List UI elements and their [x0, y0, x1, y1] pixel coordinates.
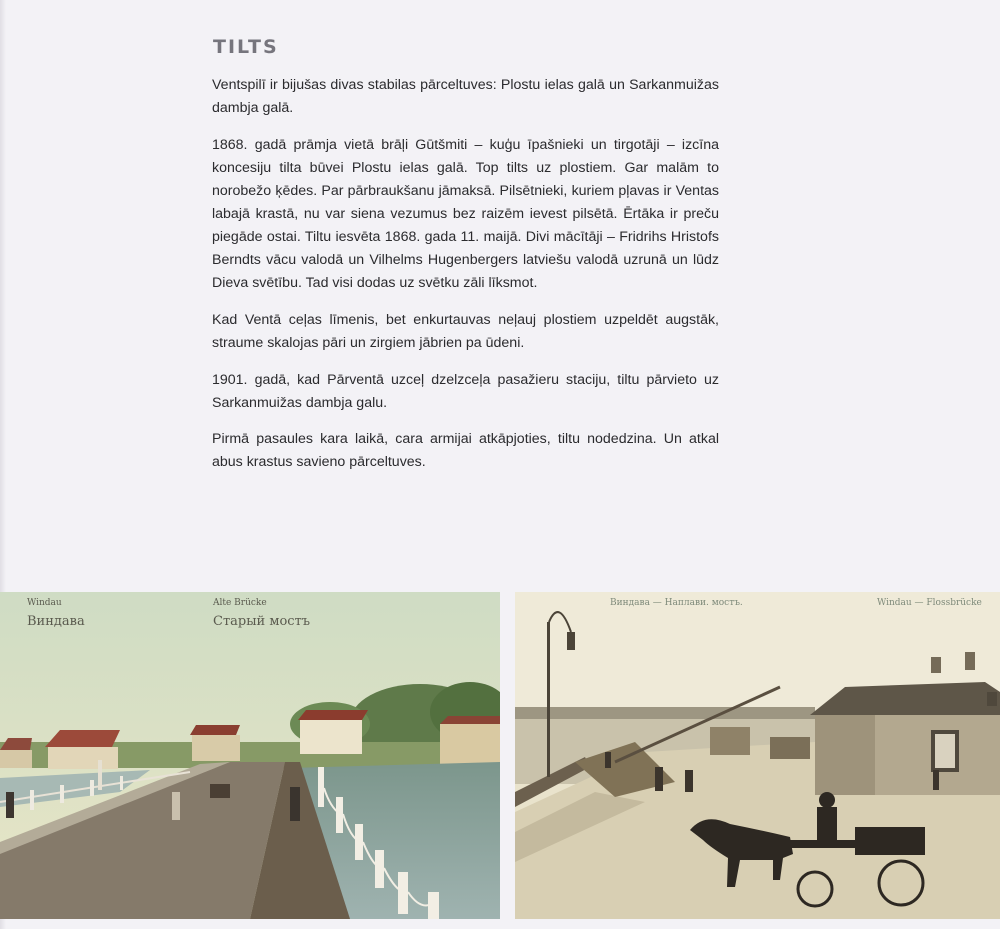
postcard-left-subject-ru: Старый мостъ [213, 614, 311, 629]
article-body [212, 74, 719, 488]
postcard-left-subject-de: Alte Brücke [213, 598, 267, 608]
postcard-old-bridge [0, 592, 500, 919]
postcard-left-city-de: Windau [27, 598, 62, 608]
page-title: TILTS [213, 36, 279, 58]
postcard-left-city-ru: Виндава [27, 614, 85, 629]
postcard-raft-bridge-illustration [515, 592, 1000, 919]
postcard-right-caption-de: Windau — Flossbrücke [877, 598, 982, 608]
paragraph-5: Pirmā pasaules kara laikā, cara armijai atkāpjoties, tiltu nodedzina. Un atkal abus krastus savieno pārceltuves. [212, 431, 719, 471]
postcard-raft-bridge [515, 592, 1000, 919]
paragraph-3: Kad Ventā ceļas līmenis, bet enkurtauvas neļauj plostiem uzpeldēt augstāk, straume skalojas pāri un zirgiem jābrien pa ūdeni. [212, 311, 719, 351]
paragraph-4: 1901. gadā, kad Pārventā uzceļ dzelzceļa pasažieru staciju, tiltu pārvieto uz Sarkanmuižas dambja galu. [212, 371, 719, 411]
paragraph-2: 1868. gadā prāmja vietā brāļi Gūtšmiti – kuģu īpašnieki un tirgotāji – izcīna koncesiju tilta būvei Plostu ielas galā. Top tilts uz plostiem. Gar malām to norobežo ķēdes. Par pārbraukšanu jāmaksā. Pilsētnieki, kuriem pļavas ir Ventas labajā krastā, nu var siena vezumus bez raizēm ievest pilsētā. Ērtāka ir preču piegāde ostai. Tiltu iesvēta 1868. gada 11. maijā. Divi mācītāji – Fridrihs Hristofs Berndts vācu valodā un Vilhelms Hugenbergers latviešu valodā uzrunā un lūdz Dieva svētību. Tad visi dodas uz svētku zāli līksmot. [212, 136, 719, 292]
postcard-old-bridge-illustration [0, 592, 500, 919]
postcard-right-caption-ru: Виндава — Наплави. мостъ. [610, 598, 743, 608]
paragraph-1: Ventspilī ir bijušas divas stabilas pārceltuves: Plostu ielas galā un Sarkanmuižas dambja galā. [212, 77, 719, 117]
